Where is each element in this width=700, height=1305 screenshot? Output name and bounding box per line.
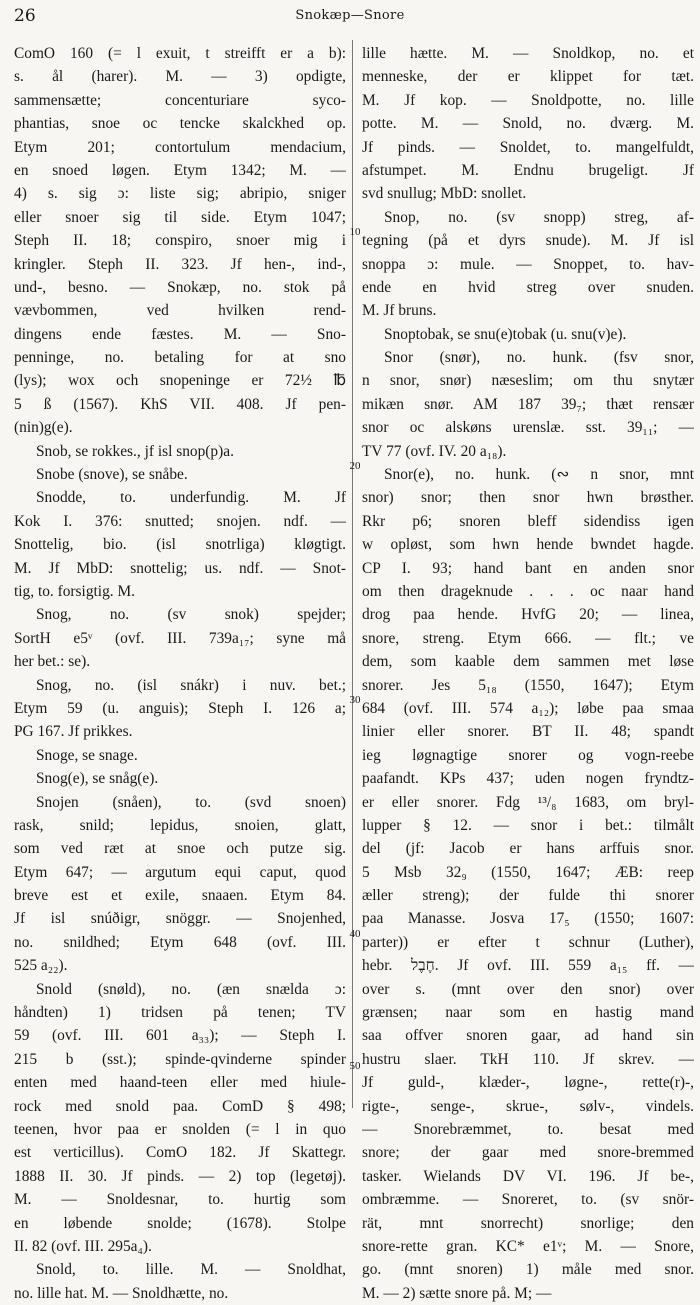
- text-line: Snojen (snåen), to. (svd snoen): [36, 793, 346, 811]
- text-line: M. Jf MbD: snottelig; us. ndf. — Snot-: [14, 559, 346, 577]
- column-rule: [352, 40, 353, 1108]
- text-line: 525 a₂₂).: [14, 957, 68, 975]
- text-line: 215 b (sst.); spinde-qvinderne spinder: [14, 1050, 346, 1068]
- text-line: (nin)g(e).: [14, 419, 73, 437]
- text-line: 4) s. sig ɔ: liste sig; abripio, sniger: [14, 185, 346, 203]
- text-line: M. — 2) sætte snore på. M; —: [362, 1284, 552, 1302]
- text-line: teenen, hvor paa er snolden (= l in quo: [14, 1120, 346, 1138]
- text-line: æller streng); der fulde thi snorer: [362, 887, 694, 905]
- right-column: [362, 42, 694, 1305]
- text-line: snor oc alskøns urenslæ. sst. 39₁₁; —: [362, 419, 694, 437]
- text-line: Etym 201; contortulum mendacium,: [14, 138, 346, 156]
- text-line: saa offver snoren gaar, ad hand sin: [362, 1027, 694, 1045]
- text-line: phantias, snoe oc tencke skalckhed op.: [14, 115, 346, 133]
- text-line: Snor (snør), no. hunk. (fsv snor,: [384, 349, 694, 367]
- text-line: enten med haand-teen eller med hiule-: [14, 1074, 346, 1092]
- text-line: CP I. 93; hand bant en anden snor: [362, 559, 694, 577]
- line-number: 20: [349, 460, 361, 472]
- text-line: 5 Msb 32₉ (1550, 1647; ÆB: reep: [362, 863, 694, 881]
- text-line: eller snoer sig til side. Etym 1047;: [14, 208, 346, 226]
- line-number: 40: [349, 928, 361, 940]
- text-line: — Snorebræmmet, to. besat med: [362, 1120, 694, 1138]
- text-line: ComO 160 (= l exuit, t streifft er a b):: [14, 45, 346, 62]
- text-line: breve est et exile, snaaen. Etym 84.: [14, 887, 346, 905]
- text-line: ombræmme. — Snoreret, to. (sv snör-: [362, 1191, 694, 1209]
- text-line: kringler. Steph II. 323. Jf hen-, ind-,: [14, 255, 346, 273]
- text-line: menneske, der er klippet for tæt.: [362, 68, 694, 86]
- text-line: Snottelig, bio. (isl snotrliga) kløgtigt.: [14, 536, 346, 554]
- text-line: Snoptobak, se snu(e)tobak (u. snu(v)e).: [384, 325, 627, 343]
- text-line: lille hætte. M. — Snoldkop, no. et: [362, 45, 694, 62]
- text-line: Snodde, to. underfundig. M. Jf: [36, 489, 346, 507]
- text-line: en løbende snolde; (1678). Stolpe: [14, 1214, 346, 1232]
- text-line: snore; der gaar med snore-bremmed: [362, 1144, 694, 1162]
- text-line: drog paa hende. HvfG 20; — linea,: [362, 606, 694, 624]
- text-line: tegning (på et dyrs snude). M. Jf isl: [362, 232, 694, 250]
- text-line: TV 77 (ovf. IV. 20 a₁₈).: [362, 442, 507, 460]
- line-number: 30: [349, 694, 361, 706]
- text-line: rask, snild; lepidus, snoien, glatt,: [14, 816, 346, 834]
- text-line: II. 82 (ovf. III. 295a₄).: [14, 1237, 152, 1255]
- text-line: hebr. חֶבֶל. Jf ovf. III. 559 a₁₅ ff. —: [362, 957, 694, 975]
- text-line: mikæn snør. AM 187 39₇; thæt rensær: [362, 395, 694, 413]
- line-number: 50: [349, 1060, 361, 1072]
- text-line: M. Jf kop. — Snoldpotte, no. lille: [362, 91, 694, 109]
- text-line: svd snullug; MbD: snollet.: [362, 185, 527, 203]
- text-line: s. ål (harer). M. — 3) opdigte,: [14, 68, 346, 86]
- text-line: Jf pinds. — Snoldet, to. mangelfuldt,: [362, 138, 694, 156]
- text-line: Snog, no. (sv snok) spejder;: [36, 606, 346, 624]
- text-line: Snoge, se snage.: [36, 746, 138, 764]
- text-line: snor) snor; then snor hwn brøsther.: [362, 489, 694, 507]
- text-line: M. — Snoldesnar, to. hurtig som: [14, 1191, 346, 1209]
- text-line: no. lille hat. M. — Snoldhætte, no.: [14, 1284, 229, 1302]
- text-line: tig, to. forsigtig. M.: [14, 582, 135, 600]
- text-line: tasker. Wielands DV VI. 196. Jf be-,: [362, 1167, 694, 1185]
- text-line: und-, besno. — Snokæp, no. stok på: [14, 278, 346, 296]
- text-line: som ved ræt at snoe och putze sig.: [14, 840, 346, 858]
- text-line: n snor, snør) næseslim; om thu snytær: [362, 372, 694, 390]
- text-line: paafandt. KPs 437; uden nogen fryndtz-: [362, 770, 694, 788]
- text-line: ende en hvid streg over snuden.: [362, 278, 694, 296]
- text-line: over s. (mnt over den snor) over: [362, 980, 694, 998]
- text-line: Jf isl snúðigr, snöggr. — Snojenhed,: [14, 910, 346, 928]
- text-line: rock med snold paa. ComD § 498;: [14, 1097, 346, 1115]
- text-line: linier eller snorer. BT II. 48; spandt: [362, 723, 694, 741]
- text-line: 684 (ovf. III. 574 a₁₂); løbe paa smaa: [362, 699, 694, 717]
- text-line: Steph II. 18; conspiro, snoer mig i: [14, 232, 346, 250]
- text-line: no. snildhed; Etym 648 (ovf. III.: [14, 933, 346, 951]
- text-line: w opløst, som hwn hende bwndet hagde.: [362, 536, 694, 554]
- text-line: del (jf: Jacob er hans arffuis snor.: [362, 840, 694, 858]
- text-line: Etym 59 (u. anguis); Steph I. 126 a;: [14, 699, 346, 717]
- running-head: Snokæp—Snore: [295, 8, 405, 23]
- text-line: er eller snorer. Fdg ¹³/₈ 1683, om bryl-: [362, 793, 694, 811]
- page-number: 26: [14, 6, 36, 26]
- text-line: M. Jf bruns.: [362, 302, 437, 320]
- text-line: Etym 647; — argutum equi caput, quod: [14, 863, 346, 881]
- text-line: SortH e5ᵛ (ovf. III. 739a₁₇; syne må: [14, 629, 346, 647]
- text-line: om then drageknude . . . oc naar hand: [362, 582, 694, 600]
- text-line: parter)) er efter t schnur (Luther),: [362, 933, 694, 951]
- text-line: Jf guld-, klæder-, løgne-, rette(r)-,: [362, 1074, 694, 1092]
- text-line: rät, mnt snorrecht) snorlige; den: [362, 1214, 694, 1232]
- text-line: (lys); wox och snopeninge er 72½ ℔: [14, 372, 346, 390]
- text-line: lupper § 12. — snor i bet.: tilmålt: [362, 816, 694, 834]
- text-line: Snold, to. lille. M. — Snoldhat,: [36, 1261, 346, 1279]
- text-line: her bet.: se).: [14, 653, 91, 671]
- text-line: dem, som kaable dem sammen met løse: [362, 653, 694, 671]
- text-line: Snold (snøld), no. (æn snælda ɔ:: [36, 980, 346, 998]
- text-line: en snoed løgen. Etym 1342; M. —: [14, 161, 346, 179]
- text-line: afstumpet. M. Endnu brugeligt. Jf: [362, 161, 694, 179]
- text-line: go. (mnt snoren) 1) måle med snor.: [362, 1261, 694, 1279]
- text-line: grænsen; naar som en hastig mand: [362, 1004, 694, 1022]
- text-line: ieg løgnagtige snorer og vogn-reebe: [362, 746, 694, 764]
- text-line: 5 ß (1567). KhS VII. 408. Jf pen-: [14, 395, 346, 413]
- text-line: penninge, no. betaling for at sno: [14, 349, 346, 367]
- text-line: PG 167. Jf prikkes.: [14, 723, 133, 741]
- text-line: vævbommen, ved hvilken rend-: [14, 302, 346, 320]
- text-line: potte. M. — Snold, no. dværg. M.: [362, 115, 694, 133]
- text-line: rigte-, senge-, skrue-, sølv-, vindels.: [362, 1097, 694, 1115]
- text-line: 1888 II. 30. Jf pinds. — 2) top (legetøj).: [14, 1167, 346, 1185]
- text-line: snore-rette gran. KC* e1ᵛ; M. — Snore,: [362, 1237, 694, 1255]
- text-line: Snog(e), se snåg(e).: [36, 770, 159, 788]
- text-line: snore, streng. Etym 666. — flt.; ve: [362, 629, 694, 647]
- text-line: snoppa ɔ: mule. — Snoppet, to. hav-: [362, 255, 694, 273]
- text-line: 59 (ovf. III. 601 a₃₃); — Steph I.: [14, 1027, 346, 1045]
- text-line: sammensætte; concenturiare syco-: [14, 91, 346, 109]
- text-line: paa Manasse. Josva 17₅ (1550; 1607:: [362, 910, 694, 928]
- text-line: Snog, no. (isl snákr) i nuv. bet.;: [36, 676, 346, 694]
- left-column: [14, 42, 346, 1305]
- text-line: Kok I. 376: snutted; snojen. ndf. —: [14, 512, 346, 530]
- text-line: Rkr p6; snoren bleff sidendiss igen: [362, 512, 694, 530]
- text-line: Snop, no. (sv snopp) streg, af-: [384, 208, 694, 226]
- text-line: est verticillus). ComO 182. Jf Skattegr.: [14, 1144, 346, 1162]
- text-line: snorer. Jes 5₁₈ (1550, 1647); Etym: [362, 676, 694, 694]
- line-number: 10: [349, 226, 361, 238]
- text-line: dingens ende fæstes. M. — Sno-: [14, 325, 346, 343]
- text-line: hustru slaer. TkH 110. Jf skrev. —: [362, 1050, 694, 1068]
- text-line: Snob, se rokkes., jf isl snop(p)a.: [36, 442, 234, 460]
- text-line: håndten) 1) tridsen på tenen; TV: [14, 1004, 346, 1022]
- text-line: Snobe (snove), se snåbe.: [36, 466, 188, 484]
- text-line: Snor(e), no. hunk. (∾ n snor, mnt: [384, 466, 694, 484]
